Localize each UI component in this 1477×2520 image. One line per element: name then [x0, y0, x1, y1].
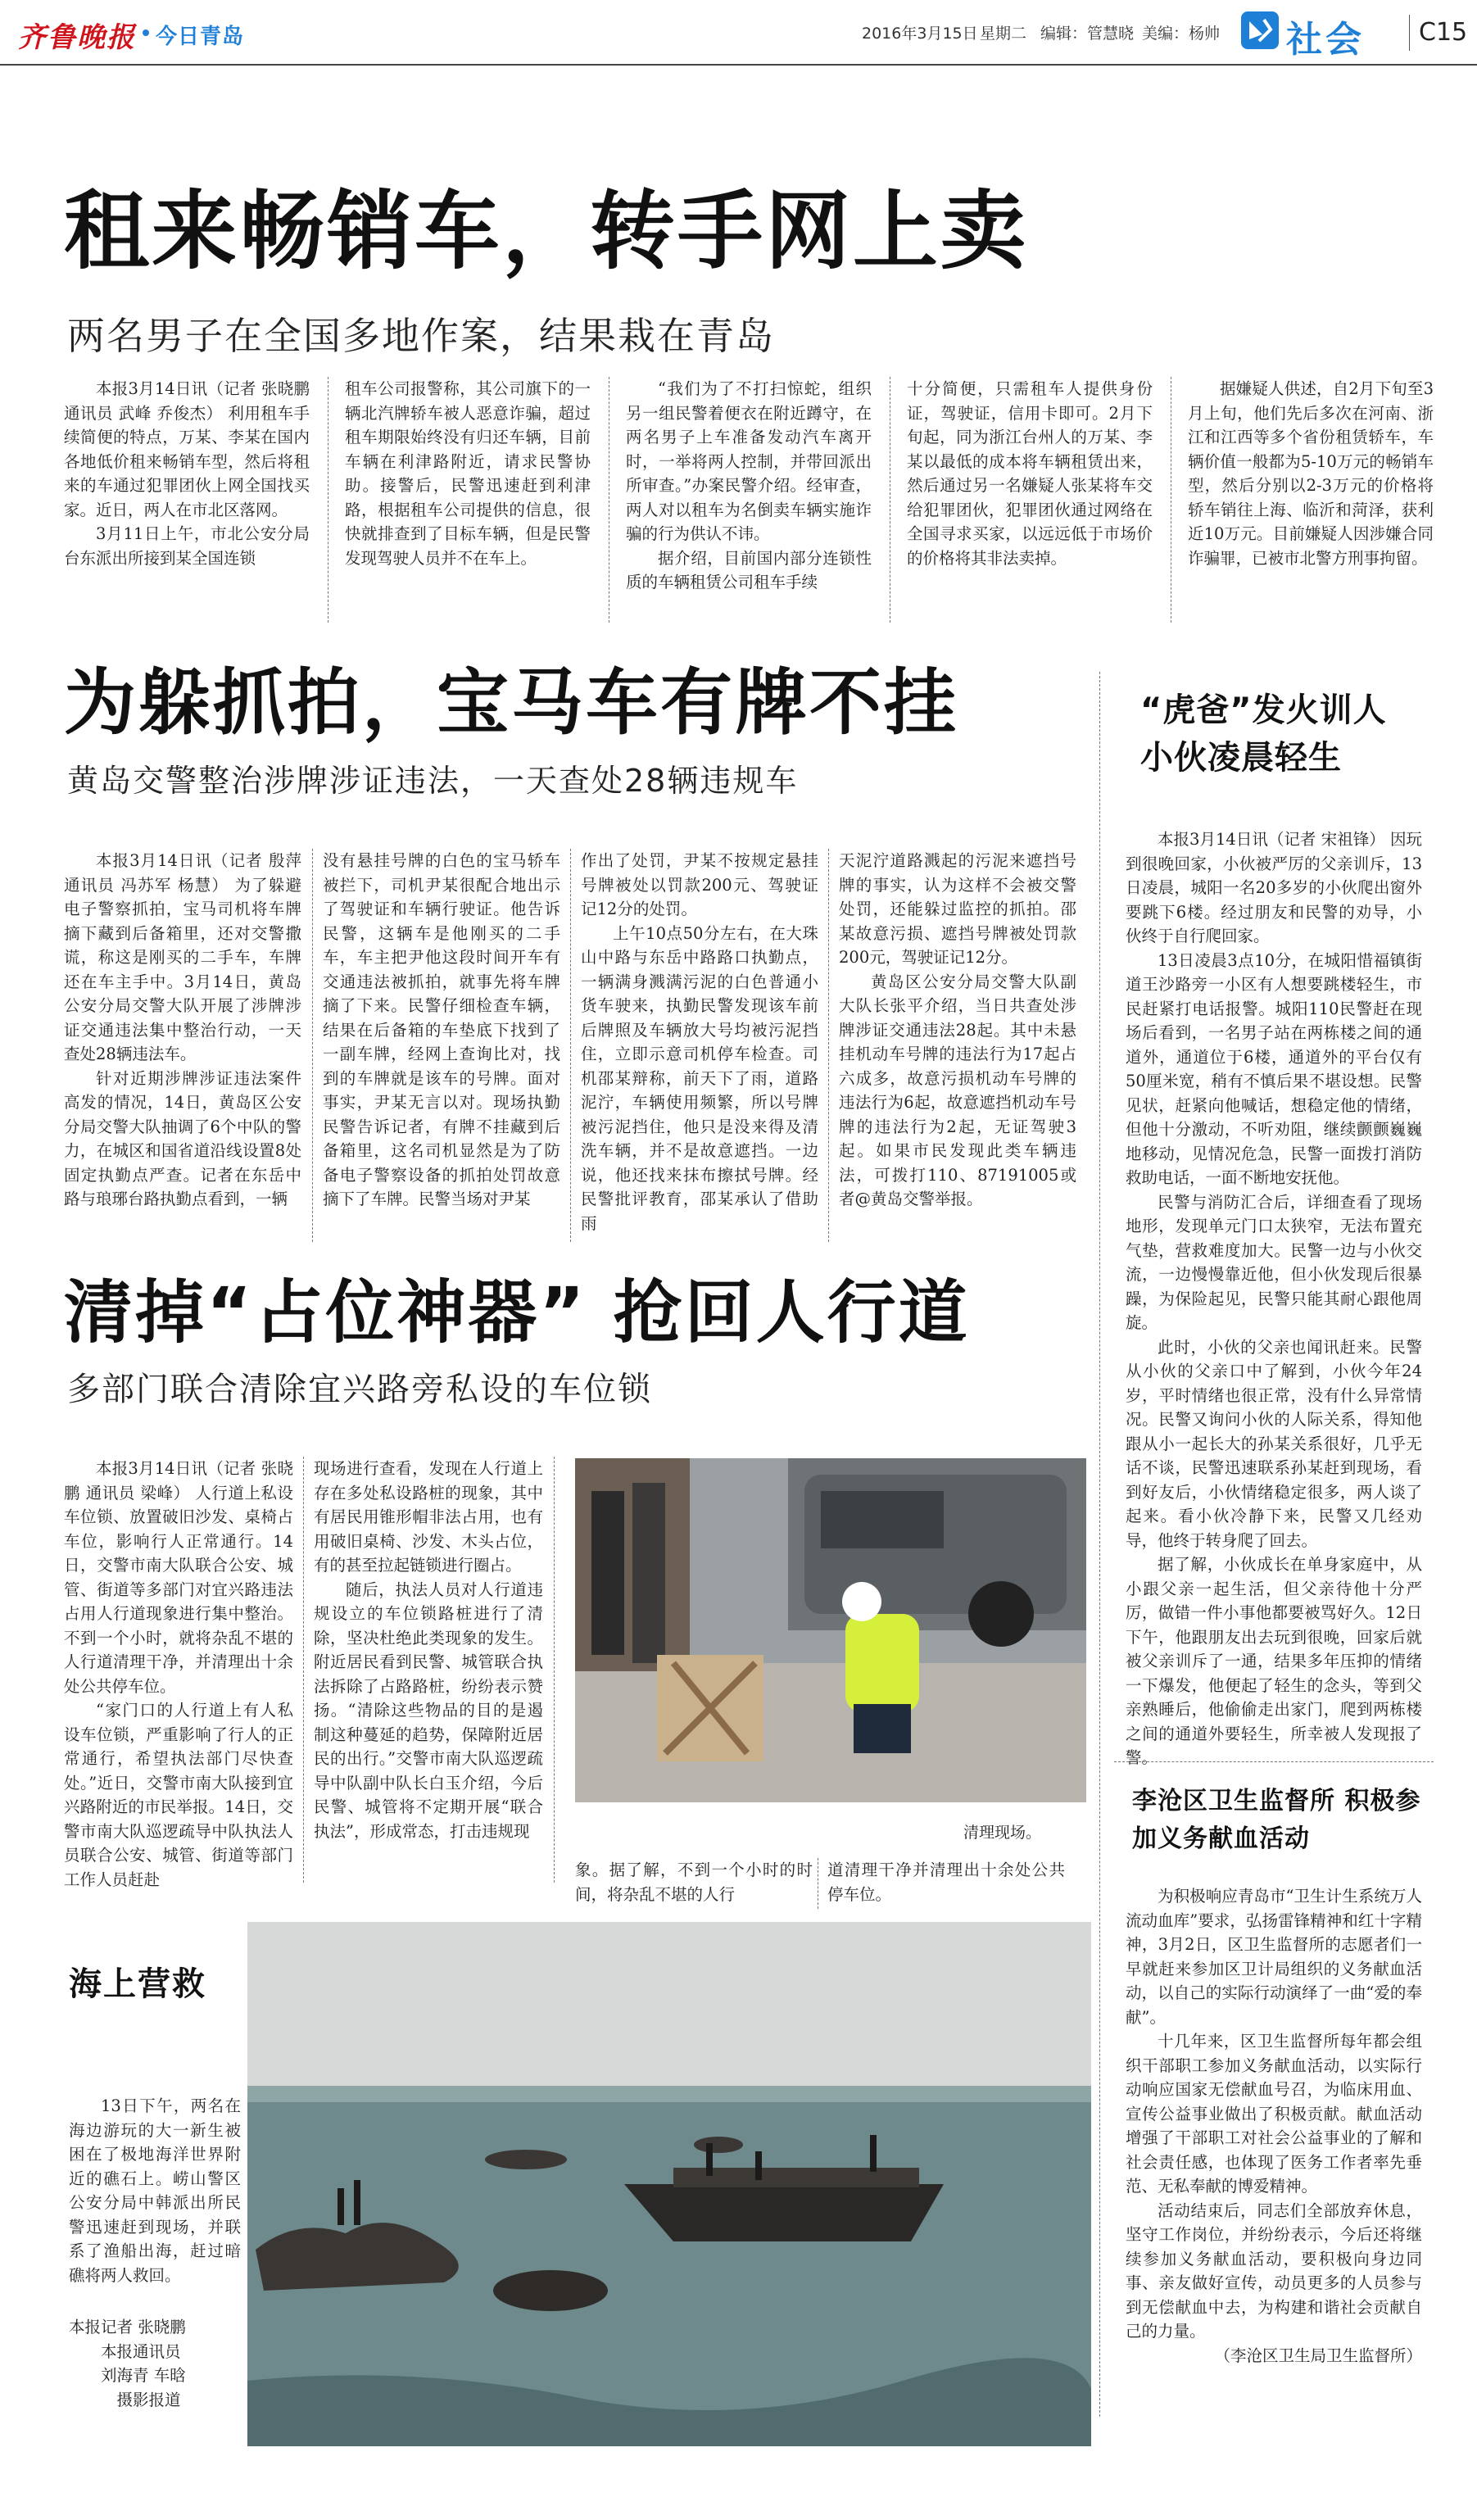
photo-caption: 清理现场。: [963, 1824, 1042, 1842]
story2-col3: [581, 849, 818, 1235]
story3-photo: [575, 1458, 1086, 1802]
masthead-rule: [0, 64, 1477, 66]
credit: （李沧区卫生局卫生监督所）: [1214, 2346, 1422, 2365]
page-number: C15: [1419, 18, 1468, 47]
editor-credit: 编辑：管慧晓: [1040, 25, 1135, 43]
byline-line: 摄影报道: [116, 2390, 181, 2409]
paragraph: 现场进行查看，发现在人行道上存在多处私设路桩的现象，其中有居民用锥形帽非法占用，也有用破旧桌椅、沙发、木头占位，有的甚至拉起链锁进行圈占。: [314, 1459, 543, 1575]
story1-col5: [1188, 377, 1434, 570]
paragraph: 据了解，小伙成长在单身家庭中，从小跟父亲一起生活，但父亲待他十分严厉，做错一件小事他都要被骂好久。12日下午，他跟朋友出去玩到很晚，回家后就被父亲训斥了一通，结果多年压抑的情绪一下爆发，他便起了轻生的念头，等到父亲熟睡后，他偷偷走出家门，爬到两栋楼之间的通道外要轻生，所幸被人发现报了警。: [1126, 1555, 1422, 1767]
paragraph: 据嫌疑人供述，自2月下旬至3月上旬，他们先后多次在河南、浙江和江西等多个省份租赁轿车，车辆价值一般都为5-10万元的畅销车型，然后分别以2-3万元的价格将轿车销往上海、临沂和菏泽，获利近10万元。目前嫌疑人因涉嫌合同诈骗罪，已被市北警方刑事拘留。: [1188, 379, 1434, 568]
paragraph: 上午10点50分左右，在大珠山中路与东岳中路路口执勤点，一辆满身溅满污泥的白色普通小货车驶来，执勤民警发现该车前后牌照及车辆放大号均被污泥挡住，立即示意司机停车检查。司机邵某辩称，前天下了雨，道路泥泞，车辆使用频繁，所以号牌被污泥挡住，他只是没来得及清洗车辆，并不是故意遮挡。一边说，他还找来抹布擦拭号牌。经民警批评教育，邵某承认了借助雨: [581, 923, 818, 1233]
paragraph: 3月11日上午，市北公安分局台东派出所接到某全国连锁: [64, 524, 310, 568]
paragraph: 作出了处罚，尹某不按规定悬挂号牌被处以罚款200元、驾驶证记12分的处罚。: [581, 851, 818, 918]
story2-col4: [839, 849, 1076, 1212]
story2-title: 为躲抓拍，宝马车有牌不挂: [64, 660, 959, 745]
paragraph: 十几年来，区卫生监督所每年都会组织干部职工参加义务献血活动，以实际行动响应国家无偿献血号召，为临床用血、宣传公益事业做出了积极贡献。献血活动增强了干部职工对社会公益事业的了解和社会责任感，也体现了医务工作者率先垂范、无私奉献的博爱精神。: [1126, 2032, 1422, 2196]
paragraph: 13日下午，两名在海边游玩的大一新生被困在了极地海洋世界附近的礁石上。崂山警区公安分局中韩派出所民警迅速赶到现场，并联系了渔船出海，赶过暗礁将两人救回。: [69, 2096, 241, 2285]
column-divider: [1099, 672, 1100, 2417]
section-icon: [1241, 11, 1279, 49]
section-divider: [1114, 1761, 1434, 1762]
issue-date: 2016年3月15日: [862, 25, 978, 43]
paragraph: 本报3月14日讯（记者 张晓鹏 通讯员 武峰 乔俊杰） 利用租车手续简便的特点，万某、李某在国内各地低价租来畅销车型，然后将租来的车通过犯罪团伙上网全国找买家。近日，两人在市北区落网。: [64, 379, 310, 519]
story5-body: [1126, 1884, 1422, 2368]
edition-name: 今日青岛: [156, 25, 245, 49]
story3-col4: [827, 1858, 1065, 1906]
designer-credit: 美编：杨帅: [1142, 25, 1221, 43]
paragraph: 租车公司报警称，其公司旗下的一辆北汽牌轿车被人恶意诈骗，超过租车期限始终没有归还车辆，目前车辆在利津路附近，请求民警协助。接警后，民警迅速赶到利津路，根据租车公司提供的信息，很快就排查到了目标车辆，但是民警发现驾驶人员并不在车上。: [345, 379, 591, 568]
story1-col2: [345, 377, 591, 570]
story3-col1: [64, 1457, 293, 1892]
byline-line: 刘海青 车晗: [101, 2366, 186, 2385]
story3-col3: [575, 1858, 813, 1906]
story1-col1: [64, 377, 310, 570]
paragraph: 13日凌晨3点10分，在城阳惜福镇街道王沙路旁一小区有人想要跳楼轻生，市民赶紧打电话报警。城阳110民警赶在现场后看到，一名男子站在两栋楼之间的通道外，通道位于6楼，通道外的平台仅有50厘米宽，稍有不慎后果不堪设想。民警见状，赶紧向他喊话，想稳定他的情绪，但他十分激动，不听劝阻，继续颤颤巍巍地移动，见情况危急，民警一面拨打消防救助电话，一面不断地安抚他。: [1126, 950, 1422, 1187]
paragraph: 为积极响应青岛市“卫生计生系统万人流动血库”要求，弘扬雷锋精神和红十字精神，3月2日，区卫生监督所的志愿者们一早就赶来参加区卫计局组织的义务献血活动，以自己的实际行动演绎了一曲“爱的奉献”。: [1126, 1887, 1422, 2027]
story3-col2: [314, 1457, 543, 1843]
column-divider: [570, 849, 571, 1242]
paragraph: 活动结束后，同志们全部放弃休息，坚守工作岗位，并纷纷表示，今后还将继续参加义务献血活动，要积极向身边同事、亲友做好宣传，动员更多的人员参与到无偿献血中去，为构建和谐社会贡献自己的力量。: [1126, 2200, 1422, 2341]
paragraph: 没有悬挂号牌的白色的宝马轿车被拦下，司机尹某很配合地出示了驾驶证和车辆行驶证。他告诉民警，这辆车是他刚买的二手车，车主把尹他这段时间开车有交通违法被抓拍，就事先将车牌摘了下来。民警仔细检查车辆，结果在后备箱的车垫底下找到了一副车牌，经网上查询比对，找到的车牌就是该车的号牌。面对事实，尹某无言以对。现场执勤民警告诉记者，有牌不挂藏到后备箱里，这名司机显然是为了防备电子警察设备的抓拍处罚故意摘下了车牌。民警当场对尹某: [323, 851, 560, 1208]
story4-body: [1126, 827, 1422, 1770]
paragraph: 十分简便，只需租车人提供身份证，驾驶证，信用卡即可。2月下旬起，同为浙江台州人的万某、李某以最低的成本将车辆租赁出来，然后通过另一名嫌疑人张某将车交给犯罪团伙，犯罪团伙通过网络在全国寻求买家，以远远低于市场价的价格将其非法卖掉。: [907, 379, 1153, 568]
paragraph: 据介绍，目前国内部分连锁性质的车辆租赁公司租车手续: [626, 548, 872, 591]
story6-textbox: [64, 1922, 247, 2446]
masthead: [0, 0, 1477, 69]
masthead-divider: [1409, 15, 1410, 51]
story1-col3: [626, 377, 872, 595]
story4-title-text: “虎爸”发火训人 小伙凌晨轻生: [1140, 691, 1387, 777]
column-divider: [828, 849, 829, 1242]
story5-title: [1132, 1783, 1427, 1858]
story5-title-text: 李沧区卫生监督所 积极参加义务献血活动: [1132, 1787, 1421, 1853]
paragraph: 随后，执法人员对人行道违规设立的车位锁路桩进行了清除，坚决杜绝此类现象的发生。附近居民看到民警、城管联合执法拆除了占路路桩，纷纷表示赞扬。“清除这些物品的目的是遏制这种蔓延的趋势，保障附近居民的出行。”交警市南大队巡逻疏导中队副中队长白玉介绍，今后民警、城管将不定期开展“联合执法”，形成常态，打击违规现: [314, 1580, 543, 1841]
paragraph: 本报3月14日讯（记者 宋祖锋） 因玩到很晚回家，小伙被严厉的父亲训斥，13日凌晨，城阳一名20多岁的小伙爬出窗外要跳下6楼。经过朋友和民警的劝导，小伙终于自行爬回家。: [1126, 830, 1422, 945]
story2-subtitle: 黄岛交警整治涉牌涉证违法，一天查处28辆违规车: [67, 763, 799, 799]
masthead-dot: [143, 29, 149, 36]
paragraph: 本报3月14日讯（记者 殷萍 通讯员 冯苏军 杨慧） 为了躲避电子警察抓拍，宝马司机将车牌摘下藏到后备箱里，还对交警撒谎，称这是刚买的二手车，车牌还在车主手中。3月14日，黄岛公安分局交警大队开展了涉牌涉证交通违法集中整治行动，一天查处28辆违法车。: [64, 851, 301, 1063]
story1-title: 租来畅销车，转手网上卖: [64, 181, 1029, 281]
paragraph: “家门口的人行道上有人私设车位锁，严重影响了行人的正常通行，希望执法部门尽快查处。”近日，交警市南大队接到宜兴路附近的市民举报。14日，交警市南大队巡逻疏导中队执法人员联合公安、城管、街道等部门工作人员赶赴: [64, 1701, 293, 1889]
column-divider: [303, 1457, 304, 1883]
story1-subtitle: 两名男子在全国多地作案，结果栽在青岛: [67, 314, 775, 358]
paragraph: 此时，小伙的父亲也闻讯赶来。民警从小伙的父亲口中了解到，小伙今年24岁，平时情绪也很正常，没有什么异常情况。民警又询问小伙的人际关系，得知他跟从小一起长大的孙某关系很好，几乎无话不谈，民警迅速联系孙某赶到现场，看到好友后，小伙情绪稳定很多，两人谈了起来。看小伙冷静下来，民警又几经劝导，他终于转身爬了回去。: [1126, 1337, 1422, 1550]
issue-weekday: 星期二: [980, 25, 1027, 43]
paragraph: 天泥泞道路溅起的污泥来遮挡号牌的事实，认为这样不会被交警处罚，还能躲过监控的抓拍。邵某故意污损、遮挡号牌被处罚款200元，驾驶证记12分。: [839, 851, 1076, 967]
story6-title: 海上营救: [69, 1965, 206, 2003]
paper-name: 齐鲁晚报: [18, 21, 136, 54]
byline-line: 本报通讯员: [101, 2341, 181, 2361]
story2-col1: [64, 849, 301, 1212]
column-divider: [554, 1457, 555, 1883]
paragraph: 民警与消防汇合后，详细查看了现场地形，发现单元门口太狭窄，无法布置充气垫，营救难度加大。民警一边与小伙交流，一边慢慢靠近他，但小伙发现后很暴躁，为保险起见，民警只能其耐心跟他周旋。: [1126, 1192, 1422, 1332]
story1-col4: [907, 377, 1153, 570]
story3-subtitle: 多部门联合清除宜兴路旁私设的车位锁: [67, 1371, 652, 1408]
section-name: 社会: [1286, 19, 1365, 61]
story2-col2: [323, 849, 560, 1212]
story6-body: [69, 2094, 241, 2287]
paragraph: 黄岛区公安分局交警大队副大队长张平介绍，当日共查处涉牌涉证交通违法28起。其中未悬挂机动车号牌的违法行为17起占六成多，故意污损机动车号牌的违法行为6起，故意遮挡机动车号牌的违法行为2起，无证驾驶3起。如果市民发现此类车辆违法，可拨打110、87191005或者@黄岛交警举报。: [839, 972, 1076, 1208]
story4-title: [1140, 687, 1419, 782]
story6-byline: [69, 2315, 241, 2412]
story3-title: 清掉“占位神器” 抢回人行道: [64, 1272, 970, 1353]
paragraph: 象。据了解，不到一个小时的时间，将杂乱不堪的人行: [575, 1861, 813, 1904]
paragraph: 道清理干净并清理出十余处公共停车位。: [827, 1861, 1065, 1904]
column-divider: [312, 849, 313, 1242]
paragraph: “我们为了不打扫惊蛇，组织另一组民警着便衣在附近蹲守，在两名男子上车准备发动汽车离开时，一举将两人控制，并带回派出所审查。”办案民警介绍。经审查，两人对以租车为名倒卖车辆实施诈骗的行为供认不讳。: [626, 379, 872, 543]
story6-photo: [247, 1922, 1091, 2446]
paragraph: 针对近期涉牌涉证违法案件高发的情况，14日，黄岛区公安分局交警大队抽调了6个中队的警力，在城区和国省道沿线设置8处固定执勤点严查。记者在东岳中路与琅琊台路执勤点看到，一辆: [64, 1068, 301, 1208]
byline-line: 本报记者 张晓鹏: [69, 2318, 186, 2336]
paragraph: 本报3月14日讯（记者 张晓鹏 通讯员 梁峰） 人行道上私设车位锁、放置破旧沙发、桌椅占车位，影响行人正常通行。14日，交警市南大队联合公安、城管、街道等多部门对宜兴路违法占用人行道现象进行集中整治。不到一个小时，就将杂乱不堪的人行道清理干净，并清理出十余处公共停车位。: [64, 1459, 293, 1696]
